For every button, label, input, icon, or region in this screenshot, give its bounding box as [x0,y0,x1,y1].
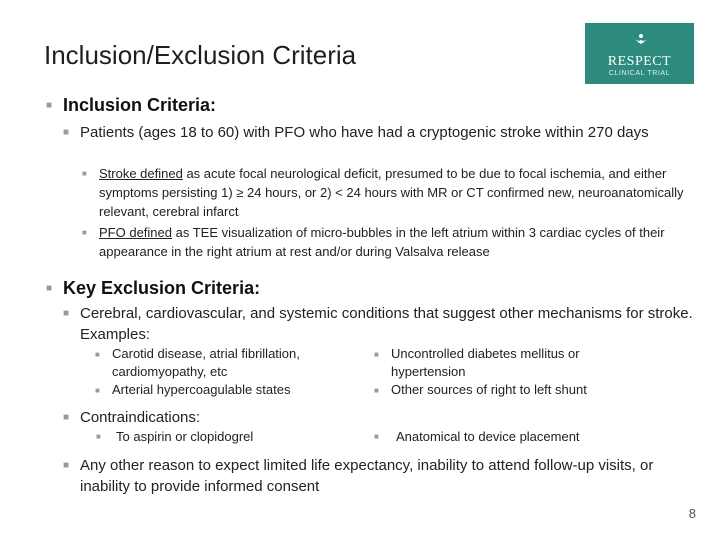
example-carotid: Carotid disease, atrial fibrillation, cardiomyopathy, etc [112,346,300,379]
contra-device: Anatomical to device placement [396,429,580,444]
bullet-icon: ■ [63,460,70,471]
pfo-definition-text: as TEE visualization of micro-bubbles in the left atrium within 3 cardiac cycles of their appearance in the right atrium at rest and/or during Valsalva release [99,225,665,259]
inclusion-patients: Patients (ages 18 to 60) with PFO who have had a cryptogenic stroke within 270 days [80,124,649,141]
bullet-icon: ■ [63,308,70,319]
stroke-defined-term: Stroke defined [99,166,183,181]
contra-aspirin: To aspirin or clopidogrel [116,429,254,444]
bullet-icon: ■ [95,386,100,395]
exclusion-conditions: Cerebral, cardiovascular, and systemic conditions that suggest other mechanisms for stroke. Examples: [80,305,693,343]
stroke-definition-text: as acute focal neurological deficit, presumed to be due to focal ischemia, and either symptoms persisting 1) ≥ 24 hours, or 2) < 24 hours with MR or CT confirmed new, neuroanatomically relevant, cerebral infarct [99,166,684,219]
page-number: 8 [688,506,696,521]
pfo-defined-term: PFO defined [99,225,172,240]
respect-logo [585,23,694,84]
slide-title: Inclusion/Exclusion Criteria [44,40,357,70]
bird-logo-icon [629,31,653,49]
logo-name: RESPECT [607,54,672,69]
bullet-icon: ■ [63,127,70,138]
bullet-icon: ■ [374,386,379,395]
bullet-icon: ■ [82,169,87,178]
example-shunt: Other sources of right to left shunt [391,382,587,397]
bullet-icon: ■ [374,432,379,441]
pfo-definition [99,223,674,261]
example-hypercoagulable: Arterial hypercoagulable states [112,382,291,397]
stroke-definition [99,164,689,221]
bullet-icon: ■ [374,350,379,359]
contraindications-label: Contraindications: [80,409,201,426]
inclusion-heading: Inclusion Criteria: [63,95,217,115]
exclusion-heading: Key Exclusion Criteria: [63,278,261,298]
example-diabetes: Uncontrolled diabetes mellitus or hypertension [391,346,580,379]
bullet-icon: ■ [46,283,53,294]
bullet-icon: ■ [46,100,53,111]
bullet-icon: ■ [63,412,70,423]
bullet-icon: ■ [95,350,100,359]
logo-subtitle: CLINICAL TRIAL [608,70,671,77]
exclusion-other-reason: Any other reason to expect limited life expectancy, inability to attend follow-up visits, or inability to provide informed consent [80,457,654,495]
bullet-icon: ■ [96,432,101,441]
bullet-icon: ■ [82,228,87,237]
